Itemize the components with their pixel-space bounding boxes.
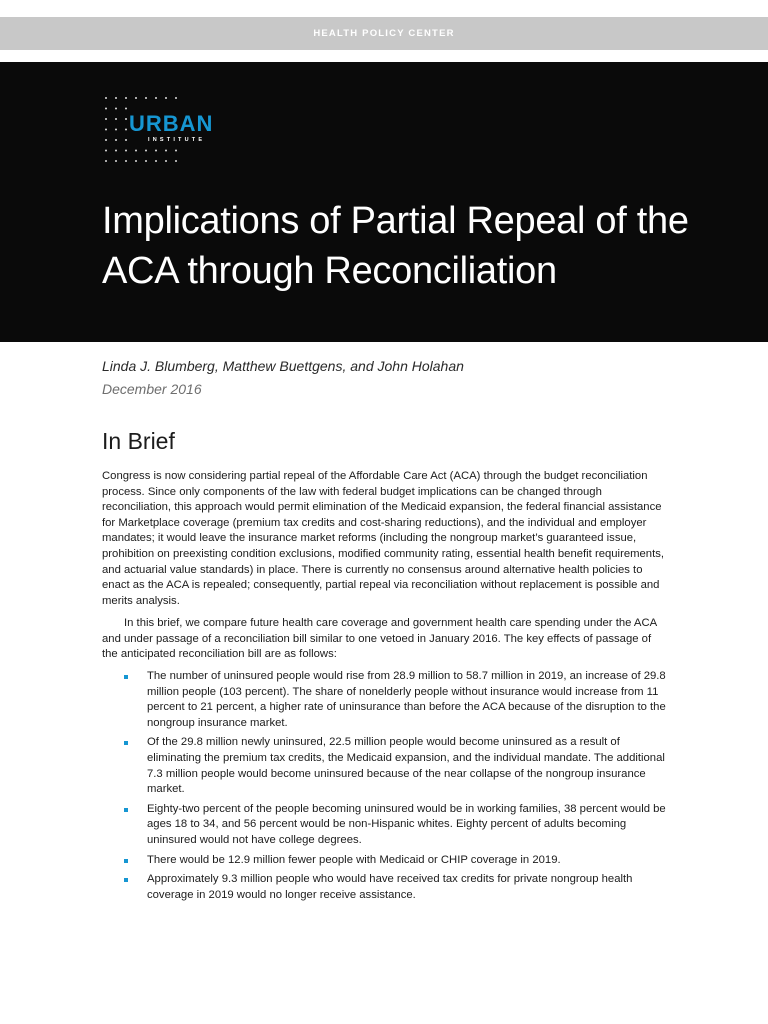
logo-dot (125, 160, 127, 162)
svg-text:INSTITUTE: INSTITUTE (148, 137, 206, 143)
logo-dot (115, 108, 117, 110)
section-heading: In Brief (102, 428, 175, 454)
urban-institute-logo (104, 96, 234, 172)
center-label: HEALTH POLICY CENTER (313, 28, 455, 39)
bullet-icon (124, 859, 128, 863)
logo-dot (115, 97, 117, 99)
summary-paragraph: In this brief, we compare future health care coverage and government health care spending under the ACA and under passage of a reconciliation bill similar to one vetoed in January 2016. The key effects of passage of the anticipated reconciliation bill are as follows: (102, 617, 657, 661)
list-item (102, 735, 672, 797)
list-item-text: Eighty-two percent of the people becoming uninsured would be in working families, 38 percent would be ages 18 to 34, and 56 percent would be non-Hispanic whites. Eighty percent of adults becoming uninsured would not have college degrees. (147, 802, 666, 846)
logo-dot (155, 150, 157, 152)
logo-dot (165, 97, 167, 99)
logo-dot (145, 97, 147, 99)
logo-dot (105, 108, 107, 110)
svg-text:URBAN: URBAN (129, 111, 214, 136)
logo-dot (105, 129, 107, 131)
logo-dot (175, 150, 177, 152)
list-item-text: Approximately 9.3 million people who would have received tax credits for private nongroup health coverage in 2019 would no longer receive assistance. (147, 873, 633, 901)
intro-paragraph: Congress is now considering partial repeal of the Affordable Care Act (ACA) through the budget reconciliation process. Since only components of the law with federal budget implications can be changed through reconciliation, this approach would permit elimination of the Medicaid expansion, the federal financial assistance for Marketplace coverage (premium tax credits and cost-sharing reductions), and the individual and employer mandates; it would leave the insurance market reforms (including the nongroup market’s guaranteed issue, prohibition on preexisting condition exclusions, modified community rating, essential health benefit requirements, and actuarial value standards) in place. There is currently no consensus around alternative health policies to enact as the ACA is repealed; consequently, partial repeal via reconciliation without replacement is possible and merits analysis. (102, 470, 665, 607)
logo-dot (155, 97, 157, 99)
authors: Linda J. Blumberg, Matthew Buettgens, and John Holahan (102, 358, 464, 374)
logo-dot (165, 150, 167, 152)
logo-dot (135, 150, 137, 152)
logo-dot (115, 139, 117, 141)
logo-dot (145, 150, 147, 152)
logo-dot (125, 97, 127, 99)
logo-dot (105, 139, 107, 141)
logo-dot (155, 160, 157, 162)
bullet-icon (124, 741, 128, 745)
logo-dot (115, 160, 117, 162)
logo-dot (115, 150, 117, 152)
logo-dot (115, 129, 117, 131)
logo-dot (105, 160, 107, 162)
publication-date: December 2016 (102, 381, 202, 397)
logo-dot (175, 97, 177, 99)
logo-dot (125, 108, 127, 110)
logo-dot (135, 97, 137, 99)
logo-dot (145, 160, 147, 162)
report-title: Implications of Partial Repeal of the ACA through Reconciliation (102, 200, 689, 292)
list-item-text: The number of uninsured people would rise from 28.9 million to 58.7 million in 2019, an increase of 29.8 million people (103 percent). The share of nonelderly people without insurance would increase from 11 percent to 21 percent, a higher rate of uninsurance than before the ACA because of the disruption to the nongroup insurance market. (147, 670, 666, 729)
list-item-text: Of the 29.8 million newly uninsured, 22.5 million people would become uninsured as a result of eliminating the premium tax credits, the Medicaid expansion, and the individual mandate. The additional 7.3 million people would become uninsured because of the near collapse of the nongroup insurance market. (147, 736, 665, 796)
logo-dot (115, 118, 117, 120)
list-item (102, 872, 672, 903)
bullet-icon (124, 808, 128, 812)
logo-dot (105, 118, 107, 120)
list-item (102, 802, 672, 849)
logo-dot (165, 160, 167, 162)
list-item-text: There would be 12.9 million fewer people with Medicaid or CHIP coverage in 2019. (147, 853, 561, 866)
logo-dot (125, 150, 127, 152)
top-banner (0, 17, 768, 50)
logo-dot (125, 129, 127, 131)
logo-dot (125, 118, 127, 120)
logo-dot (105, 150, 107, 152)
logo-dot (125, 139, 127, 141)
logo-dot (175, 160, 177, 162)
bullet-icon (124, 675, 128, 679)
bullet-icon (124, 878, 128, 882)
list-item (102, 669, 672, 731)
logo-dot (135, 160, 137, 162)
logo-dot (105, 97, 107, 99)
key-effects-list (102, 669, 672, 907)
list-item (102, 853, 672, 869)
